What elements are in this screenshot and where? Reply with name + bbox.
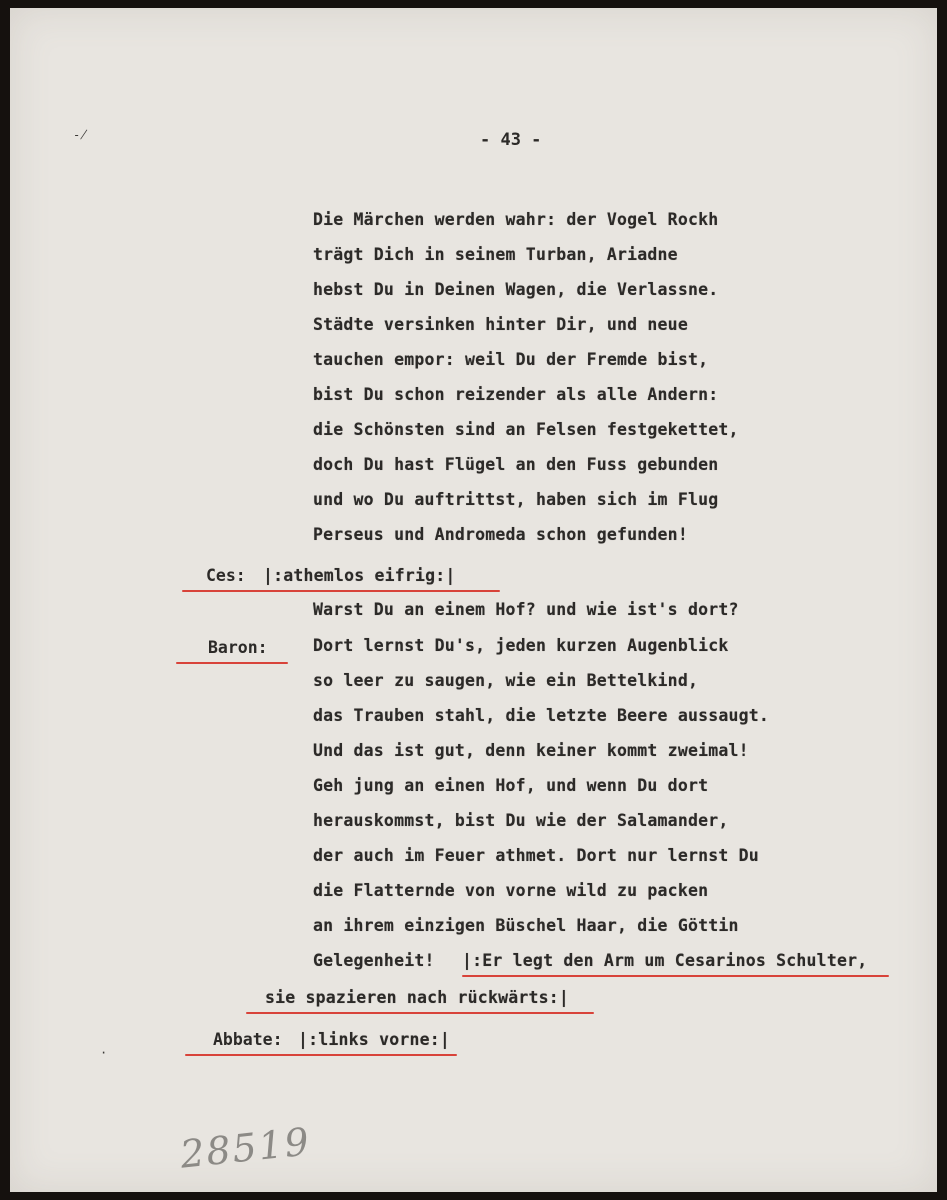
verse-line: Perseus und Andromeda schon gefunden! [313,525,688,544]
verse-line: Warst Du an einem Hof? und wie ist's dort? [313,600,739,619]
stage-direction: |:links vorne:| [298,1030,451,1049]
verse-line: der auch im Feuer athmet. Dort nur lernst Du [313,846,759,865]
page-number: - 43 - [480,130,542,150]
verse-line: die Schönsten sind an Felsen festgekettet, [313,420,739,439]
verse-line: und wo Du auftrittst, haben sich im Flug [313,490,719,509]
stage-direction: sie spazieren nach rückwärts:| [265,988,570,1007]
ink-mark: · [100,1046,108,1060]
verse-line: herauskommst, bist Du wie der Salamander, [313,811,729,830]
verse-line: hebst Du in Deinen Wagen, die Verlassne. [313,280,719,299]
speaker-abbate: Abbate: [213,1030,283,1049]
verse-line: doch Du hast Flügel an den Fuss gebunden [313,455,719,474]
verse-line: das Trauben stahl, die letzte Beere aussaugt. [313,706,770,725]
speaker-baron: Baron: [208,638,268,657]
verse-line: tauchen empor: weil Du der Fremde bist, [313,350,709,369]
verse-line: bist Du schon reizender als alle Andern: [313,385,719,404]
red-underline [246,1012,594,1014]
red-underline [185,1054,457,1056]
stage-direction: |:athemlos eifrig:| [263,566,456,585]
verse-line: an ihrem einzigen Büschel Haar, die Göttin [313,916,739,935]
red-underline [176,662,288,664]
ink-mark: -̸ [73,128,88,142]
document-page [10,8,937,1192]
verse-line: trägt Dich in seinem Turban, Ariadne [313,245,678,264]
speaker-ces: Ces: [206,566,246,585]
verse-line: Städte versinken hinter Dir, und neue [313,315,688,334]
red-underline [462,975,889,977]
red-underline [182,590,500,592]
verse-line: Und das ist gut, denn keiner kommt zweimal! [313,741,749,760]
verse-line: Dort lernst Du's, jeden kurzen Augenblick [313,636,729,655]
verse-line: Die Märchen werden wahr: der Vogel Rockh [313,210,719,229]
verse-line: Geh jung an einen Hof, und wenn Du dort [313,776,709,795]
verse-line: Gelegenheit! [313,951,435,970]
stage-direction: |:Er legt den Arm um Cesarinos Schulter, [462,951,868,970]
verse-line: so leer zu saugen, wie ein Bettelkind, [313,671,699,690]
verse-line: die Flatternde von vorne wild zu packen [313,881,709,900]
handwritten-archive-number: 28519 [178,1119,313,1177]
